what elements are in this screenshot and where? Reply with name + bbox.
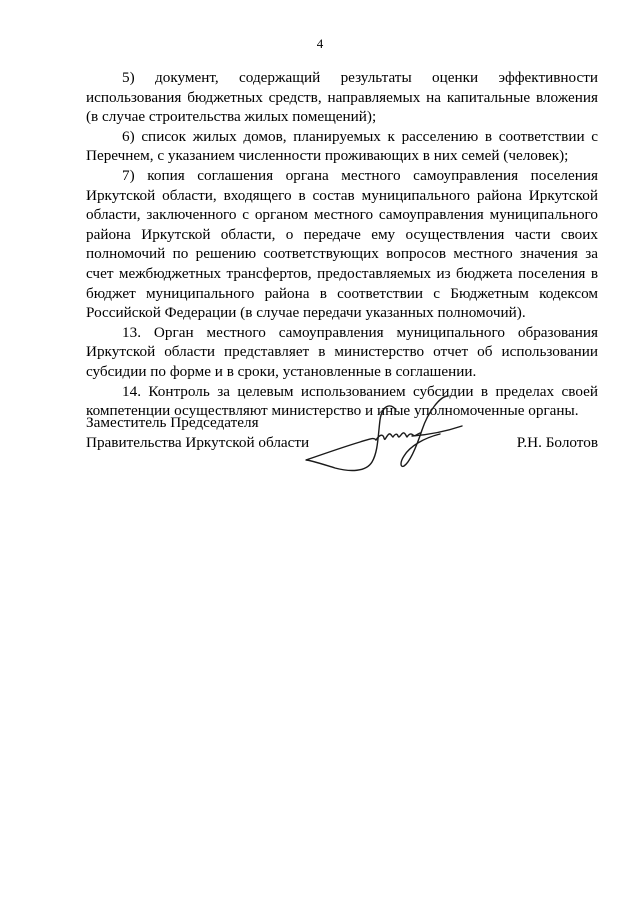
signatory-title-line1: Заместитель Председателя: [86, 414, 259, 431]
signatory-title-line2: Правительства Иркутской области: [86, 433, 310, 451]
document-body: [86, 68, 598, 421]
paragraph-item-7: 7) копия соглашения органа местного самоуправления поселения Иркутской области, входящего в состав муниципального района Иркутской области, заключенного с органом местного самоуправления муниципального района Иркутской области, о передаче ему осуществления части своих полномочий по решению соответствующих вопросов местного значения за счет межбюджетных трансфертов, предоставляемых из бюджета поселения в бюджет муниципального района в соответствии с Бюджетным кодексом Российской Федерации (в случае передачи указанных полномочий).: [86, 166, 598, 322]
paragraph-item-5: 5) документ, содержащий результаты оценки эффективности использования бюджетных средств, направляемых на капитальные вложения (в случае строительства жилых помещений);: [86, 69, 598, 126]
handwritten-signature: [300, 390, 470, 475]
signatory-name: Р.Н. Болотов: [516, 433, 598, 451]
paragraph-clause-13: 13. Орган местного самоуправления муниципального образования Иркутской области представляет в министерство отчет об использовании субсидии по форме и в сроки, установленные в соглашении.: [86, 323, 598, 380]
signatory-title: [86, 413, 309, 452]
paragraph-item-6: 6) список жилых домов, планируемых к расселению в соответствии с Перечнем, с указанием численности проживающих в них семей (человек);: [86, 127, 598, 165]
page-number: 4: [316, 36, 324, 51]
paragraph-clause-14: 14. Контроль за целевым использованием субсидии в пределах своей компетенции осуществляют министерство и иные уполномоченные органы.: [86, 382, 598, 420]
